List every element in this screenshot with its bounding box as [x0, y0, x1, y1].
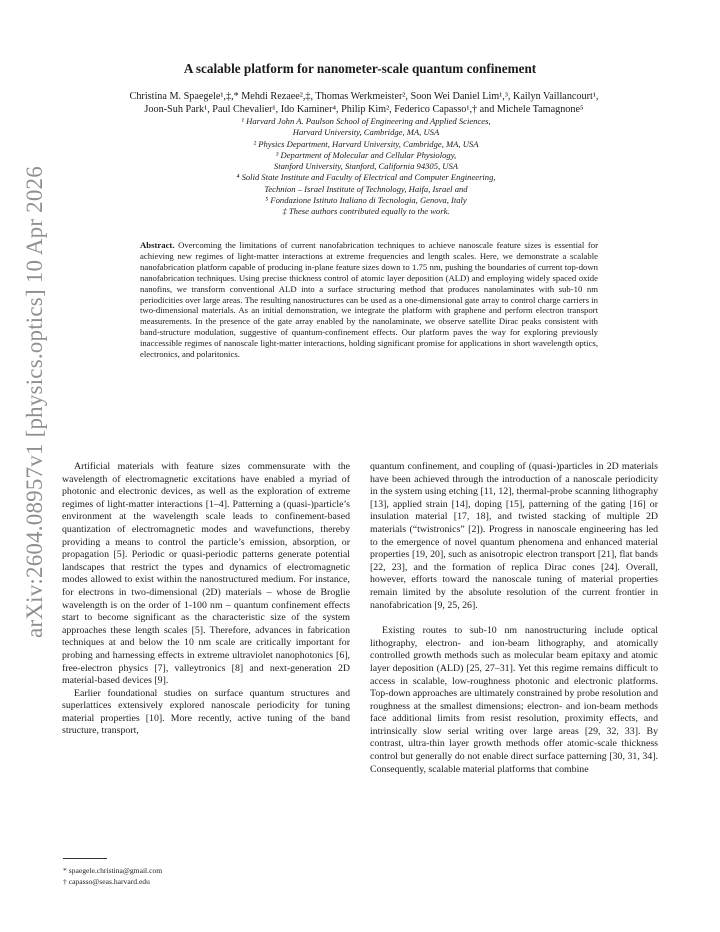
affiliation-list	[70, 116, 662, 218]
equal-contribution-note: ‡ These authors contributed equally to the work.	[282, 206, 450, 217]
body-paragraph: Existing routes to sub-10 nm nanostructuring include optical lithography, electron- and ion-beam lithography, and atomically controlled growth methods such as molecular beam epitaxy and atomic layer deposition (ALD) [25, 27–31]. Yet this regime remains difficult to access in scalable, low-roughness photonic and electronic platforms. Top-down approaches are ultimately constrained by probe resolution and roughness at the smallest dimensions; electron- and ion-beam methods face additional limits from resist resolution, proximity effects, and intrinsically slow serial writing over large areas [29, 32, 33]. By contrast, ultra-thin layer growth methods offer atomic-scale thickness control but generally do not enable direct surface patterning [30, 31, 34]. Consequently, scalable material platforms that combine	[370, 625, 658, 775]
affiliation-line: ³ Department of Molecular and Cellular Physiology,	[275, 149, 457, 160]
author-line: Joon-Suh Park¹, Paul Chevalier¹, Ido Kaminer⁴, Philip Kim², Federico Capasso¹,† and Michele Tamagnone⁵	[144, 104, 584, 115]
footnote-email: * spaegele.christina@gmail.com	[63, 866, 163, 875]
abstract-text: Overcoming the limitations of current nanofabrication techniques to achieve nanoscale feature sizes is essential for achieving new regimes of light-matter interactions at extreme frequencies and length scales. Here, we demonstrate a scalable nanofabrication platform capable of producing in-plane feature sizes down to 1.75 nm, pushing the boundaries of current top-down nanofabrication techniques. Using precise thickness control of atomic layer deposition (ALD) and employing widely spaced oxide nanofins, we transform conventional ALD into a surface structuring method that produces nanolaminates with sub-10 nm periodicities over large areas. The resulting nanostructures can be used as a one-dimensional gate array to control charge carriers in two-dimensional materials. As an initial demonstration, we integrate the platform with graphene and perform electron transport measurements. In the presence of the gate array enabled by the nanolaminate, we observe satellite Dirac peaks consistent with band-structure modulation, suggestive of quantum-confinement effects. Our platform paves the way for exploring previously inaccessible regimes of nanoscale light-matter interactions, holding significant promise for applications in short wavelength optics, electronics, and polaritonics.	[140, 240, 599, 360]
author-list	[64, 90, 664, 116]
abstract-label: Abstract.	[140, 240, 175, 250]
body-paragraph: Earlier foundational studies on surface quantum structures and superlattices extensively explored nanoscale periodicity for tuning material properties [10]. More recently, active tuning of the band structure, transport,	[62, 687, 350, 737]
footnotes	[63, 866, 162, 887]
arxiv-identifier: arXiv:2604.08957v1 [physics.optics] 10 Apr 2026	[22, 166, 48, 638]
abstract	[140, 240, 598, 360]
affiliation-line: Harvard University, Cambridge, MA, USA	[292, 127, 440, 138]
affiliation-line: Technion – Israel Institute of Technology, Haifa, Israel and	[264, 183, 468, 194]
affiliation-line: ⁵ Fondazione Istituto Italiano di Tecnologia, Genova, Italy	[265, 195, 467, 206]
affiliation-line: ¹ Harvard John A. Paulson School of Engineering and Applied Sciences,	[241, 116, 491, 126]
affiliation-line: Stanford University, Stanford, California 94305, USA	[273, 161, 459, 172]
body-paragraph: Artificial materials with feature sizes commensurate with the wavelength of electromagnetic excitations have enabled a myriad of photonic and electronic devices, as well as the exploration of extreme regimes of light-matter interactions [1–4]. Patterning a (quasi-)particle’s environment at the wavelength scale leads to confinement-based quantization of electromagnetic modes and wavefunctions, thereby providing a means to control the particle’s emission, absorption, or propagation [5]. Periodic or quasi-periodic patterns generate potential landscapes that restrict the types and dynamics of electromagnetic modes allowed to exist within the nanostructured medium. For instance, for electrons in two-dimensional (2D) materials – whose de Broglie wavelength is on the order of 1-100 nm – quantum confinement effects start to become significant as the characteristic size of the system approaches these length scales [5]. Therefore, advances in fabrication techniques at and below the 10 nm scale are critically important for probing and harnessing effects in extreme ultraviolet nanophotonics [6], free-electron physics [7], valleytronics [8] and next-generation 2D material-based devices [9].	[62, 461, 350, 687]
affiliation-line: ² Physics Department, Harvard University, Cambridge, MA, USA	[253, 138, 479, 149]
affiliation-line: ⁴ Solid State Institute and Faculty of Electrical and Computer Engineering,	[236, 172, 496, 183]
footnote-divider	[63, 858, 107, 859]
author-line: Christina M. Spaegele¹,‡,* Mehdi Rezaee²,‡, Thomas Werkmeister², Soon Wei Daniel Lim¹,³, Kailyn Vaillancourt¹,	[129, 91, 599, 102]
left-column	[62, 461, 350, 738]
paper-title: A scalable platform for nanometer-scale quantum confinement	[183, 61, 537, 76]
arxiv-sidebar-stamp	[4, 142, 66, 662]
right-column	[370, 461, 658, 776]
body-paragraph: quantum confinement, and coupling of (quasi-)particles in 2D materials have been achieved through the introduction of a nanoscale periodicity in the system using etching [11, 12], thermal-probe scanning lithography [13], applied strain [14], doping [15], patterning of the gating [16] or insulation material [17, 18], and twisted stacking of multiple 2D materials (“twistronics” [2]). Progress in nanoscale engineering has led to the emergence of novel quantum phenomena and enhanced material properties [19, 20], such as anisotropic electron transport [21], flat bands [22, 23], and the formation of replica Dirac cones [24]. Overall, however, efforts toward the nanoscale tuning of material properties remain limited by the absolute resolution of the current frontier in nanofabrication [9, 25, 26].	[370, 461, 658, 611]
footnote-email: † capasso@seas.harvard.edu	[63, 876, 150, 886]
